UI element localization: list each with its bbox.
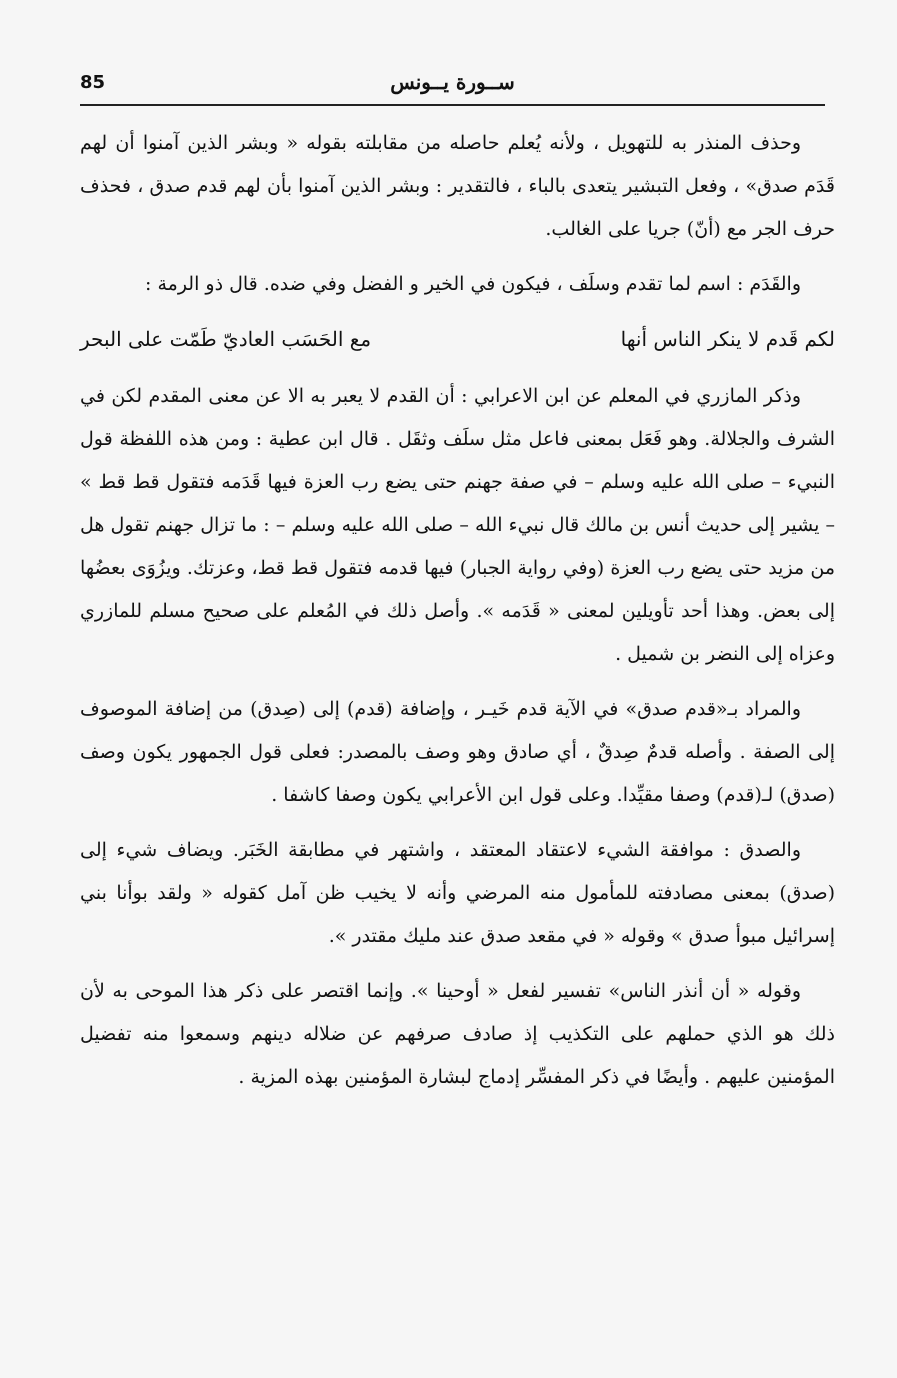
poetry-verse — [80, 318, 835, 361]
paragraph: والصدق : موافقة الشيء لاعتقاد المعتقد ، واشتهر في مطابقة الخَبَر. ويضاف شيء إلى (صدق) بمعنى مصادفته للمأمول منه المرضي وأنه لا يخيب ظن آمل كقوله « ولقد بوأنا بني إسرائيل مبوأ صدق » وقوله « في مقعد صدق عند مليك مقتدر ». — [80, 839, 835, 947]
verse-first-hemistich: لكم قَدم لا ينكر الناس أنها — [620, 327, 835, 351]
paragraph: وذكر المازري في المعلم عن ابن الاعرابي : أن القدم لا يعبر به الا عن معنى المقدم لكن في الشرف والجلالة. وهو فَعَل بمعنى فاعل مثل سلَف وثقَل . قال ابن عطية : ومن هذه اللفظة قول النبيء – صلى الله عليه وسلم – في صفة جهنم حتى يضع رب العزة فيها قَدَمه فتقول قط قط » – يشير إلى حديث أنس بن مالك قال نبيء الله – صلى الله عليه وسلم – : ما تزال جهنم تقول هل من مزيد حتى يضع رب العزة (وفي رواية الجبار) فيها قدمه فتقول قط قط، وعزتك. ويزُوَى بعضُها إلى بعض. وهذا أحد تأويلين لمعنى « قَدَمه ». وأصل ذلك في المُعلم على صحيح مسلم للمازري وعزاه إلى النضر بن شميل . — [80, 385, 835, 665]
page-body — [80, 122, 835, 1111]
paragraph: وقوله « أن أنذر الناس» تفسير لفعل « أوحينا ». وإنما اقتصر على ذكر هذا الموحى به لأن ذلك هو الذي حملهم على التكذيب إذ صادف صرفهم عن ضلاله دينهم وسمعوا منه تفضيل المؤمنين عليهم . وأيضًا في ذكر المفسِّر إدماج لبشارة المؤمنين بهذه المزية . — [80, 980, 835, 1088]
verse-second-hemistich: مع الحَسَب العاديّ طَمّت على البحر — [80, 327, 372, 351]
surah-title: ســورة يــونس — [390, 70, 515, 94]
page-number: 85 — [80, 72, 106, 93]
paragraph: والمراد بـ«قدم صدق» في الآية قدم خَيـر ، وإضافة (قدم) إلى (صِدق) من إضافة الموصوف إلى الصفة . وأصله قدمٌ صِدقٌ ، أي صادق وهو وصف بالمصدر: فعلى قول الجمهور يكون وصف (صدق) لـ(قدم) وصفا مقيِّدا. وعلى قول ابن الأعرابي يكون وصفا كاشفا . — [80, 698, 835, 806]
paragraph: والقَدَم : اسم لما تقدم وسلَف ، فيكون في الخير و الفضل وفي ضده. قال ذو الرمة : — [145, 273, 801, 295]
paragraph: وحذف المنذر به للتهويل ، ولأنه يُعلم حاصله من مقابلته بقوله « وبشر الذين آمنوا أن لهم قَدَم صدق» ، وفعل التبشير يتعدى بالباء ، فالتقدير : وبشر الذين آمنوا بأن لهم قدم صدق ، فحذف حرف الجر مع (أنّ) جريا على الغالب. — [80, 132, 835, 240]
page-header — [80, 70, 825, 106]
